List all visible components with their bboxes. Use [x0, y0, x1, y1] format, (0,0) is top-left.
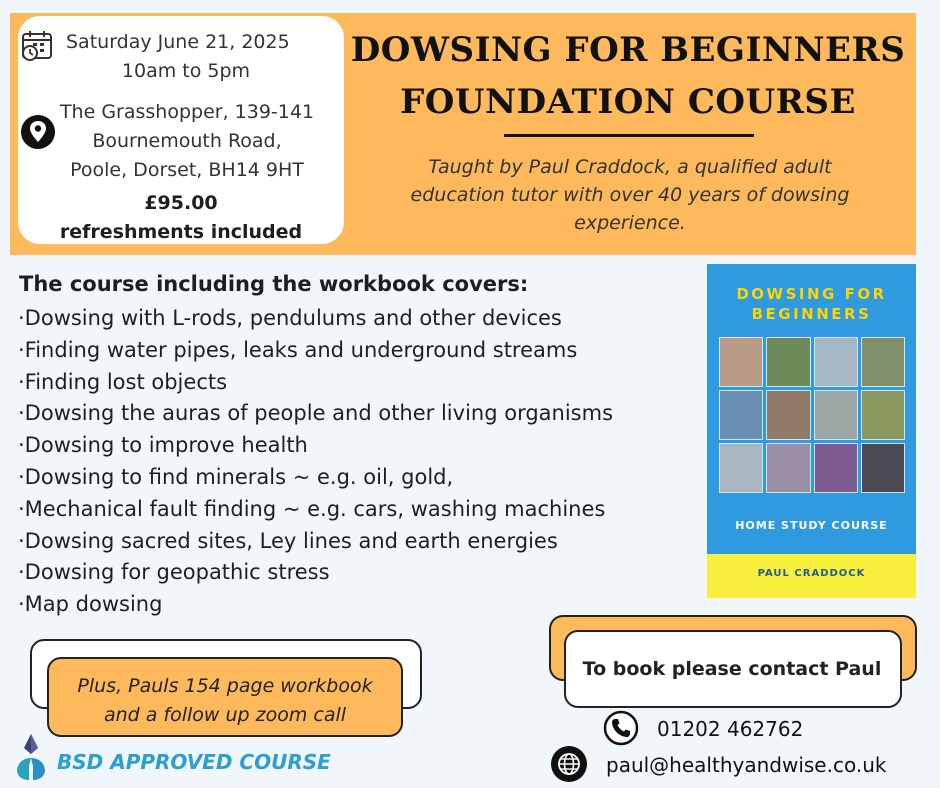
address-line: Bournemouth Road, — [92, 130, 282, 152]
bsd-logo-icon — [14, 732, 48, 782]
tutor-tagline: Taught by Paul Craddock, a qualified adult education tutor with over 40 years of dowsing experience. — [410, 156, 850, 234]
cover-photo-tile — [861, 390, 905, 440]
title-line: FOUNDATION COURSE — [400, 82, 856, 122]
course-title — [350, 24, 906, 128]
globe-icon — [550, 745, 588, 783]
cover-photo-tile — [719, 390, 763, 440]
location-pin-icon — [20, 114, 56, 150]
list-item: ·Mechanical fault finding ~ e.g. cars, washing machines — [18, 496, 606, 521]
cover-author: PAUL CRADDOCK — [757, 568, 866, 579]
list-item: ·Dowsing to improve health — [18, 433, 308, 458]
address-line: Poole, Dorset, BH14 9HT — [70, 159, 304, 181]
cover-photo-tile — [814, 337, 858, 387]
event-price: £95.00 — [144, 192, 218, 214]
list-item: ·Dowsing for geopathic stress — [18, 560, 330, 585]
course-contents-heading: The course including the workbook covers: — [19, 272, 529, 296]
workbook-text — [47, 672, 403, 730]
course-contents-list — [18, 303, 613, 621]
contact-phone[interactable]: 01202 462762 — [657, 717, 804, 741]
title-line: DOWSING FOR BEGINNERS — [350, 30, 906, 70]
calendar-icon — [20, 28, 56, 64]
cover-subtitle: HOME STUDY COURSE — [735, 519, 888, 532]
cover-photo-tile — [814, 443, 858, 493]
phone-icon — [603, 710, 639, 746]
list-item: ·Map dowsing — [18, 592, 163, 617]
list-item: ·Finding water pipes, leaks and underground streams — [18, 337, 578, 362]
event-time: 10am to 5pm — [121, 60, 251, 82]
event-date: Saturday June 21, 2025 — [66, 31, 290, 53]
list-item: ·Dowsing sacred sites, Ley lines and earth energies — [18, 528, 558, 553]
cover-title — [707, 284, 916, 324]
event-address — [52, 98, 322, 185]
cover-title-line: BEGINNERS — [751, 305, 872, 323]
list-item: ·Dowsing to find minerals ~ e.g. oil, gold, — [18, 464, 454, 489]
bsd-approved-label: BSD APPROVED COURSE — [57, 750, 331, 774]
workbook-line: Plus, Pauls 154 page workbook — [77, 675, 373, 697]
title-divider — [504, 134, 754, 137]
list-item: ·Dowsing the auras of people and other living organisms — [18, 401, 614, 426]
cover-photo-tile — [814, 390, 858, 440]
address-line: The Grasshopper, 139-141 — [59, 101, 315, 123]
cover-photo-tile — [766, 390, 810, 440]
cover-photo-grid — [719, 337, 905, 493]
cover-photo-tile — [766, 337, 810, 387]
workbook-cover-image — [707, 264, 916, 598]
cover-photo-tile — [861, 337, 905, 387]
workbook-line: and a follow up zoom call — [103, 704, 347, 726]
booking-label: To book please contact Paul — [582, 658, 882, 680]
list-item: ·Dowsing with L-rods, pendulums and other devices — [18, 306, 562, 330]
cover-photo-tile — [861, 443, 905, 493]
list-item: ·Finding lost objects — [18, 369, 228, 394]
cover-photo-tile — [766, 443, 810, 493]
cover-photo-tile — [719, 443, 763, 493]
contact-email[interactable]: paul@healthyandwise.co.uk — [606, 753, 887, 777]
cover-title-line: DOWSING FOR — [736, 285, 887, 303]
cover-photo-tile — [719, 337, 763, 387]
refreshments-note: refreshments included — [59, 221, 303, 243]
